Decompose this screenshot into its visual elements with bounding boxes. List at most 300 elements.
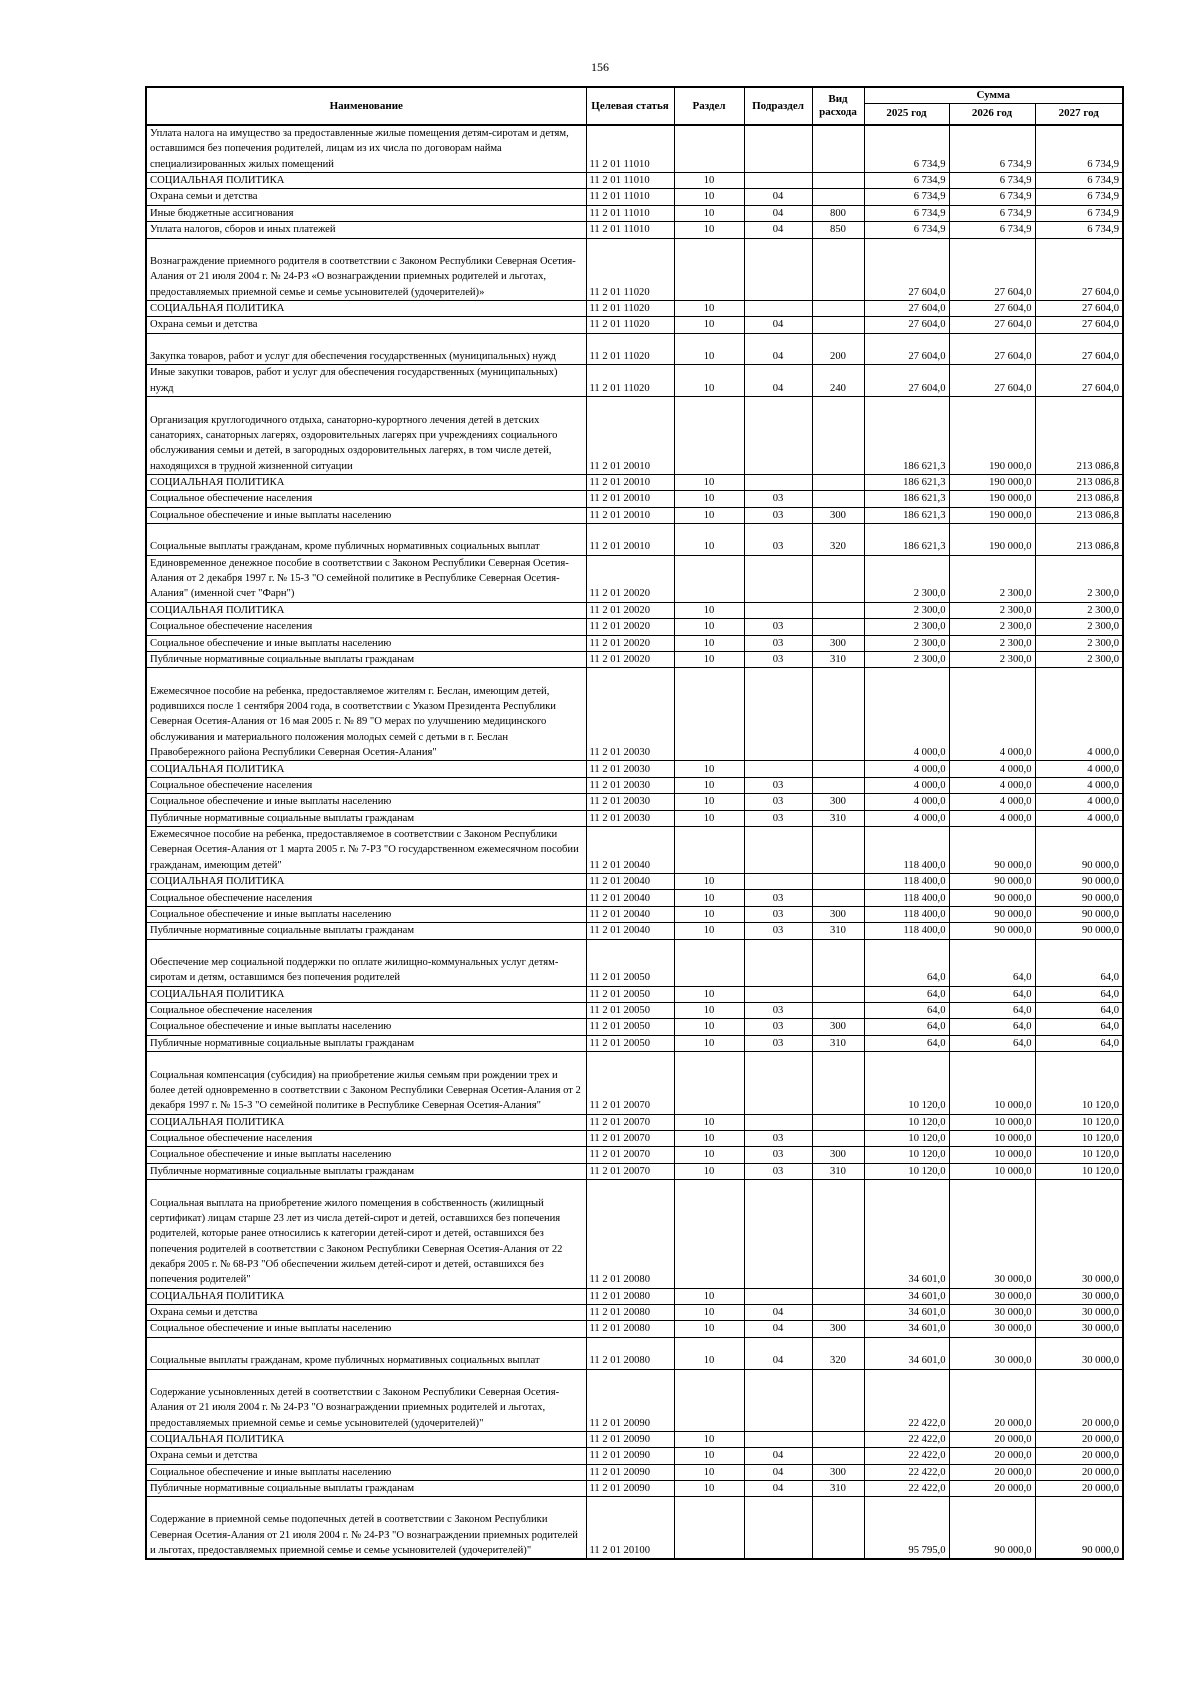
table-row [146,1464,1123,1480]
cell-2027: 6 734,9 [1035,222,1123,238]
cell-target-code: 11 2 01 20090 [586,1369,674,1431]
cell-expense-type [812,986,864,1002]
cell-expense-type: 310 [812,1481,864,1497]
cell-2025: 64,0 [864,939,949,986]
cell-name: Обеспечение мер социальной поддержки по оплате жилищно-коммунальных услуг детям-сиротам и детям, оставшимся без попечения родителей [146,939,586,986]
cell-2027: 20 000,0 [1035,1369,1123,1431]
cell-subsection: 03 [744,1035,812,1051]
cell-expense-type: 800 [812,205,864,221]
cell-name: Социальное обеспечение и иные выплаты населению [146,1321,586,1337]
table-row [146,1369,1123,1431]
cell-2025: 34 601,0 [864,1337,949,1369]
cell-subsection: 04 [744,1305,812,1321]
cell-2027: 27 604,0 [1035,365,1123,397]
cell-subsection: 03 [744,635,812,651]
cell-target-code: 11 2 01 20040 [586,874,674,890]
table-row [146,507,1123,523]
cell-2025: 6 734,9 [864,173,949,189]
header-2025: 2025 год [864,103,949,125]
cell-name: Социальное обеспечение и иные выплаты населению [146,1019,586,1035]
cell-subsection [744,555,812,602]
cell-target-code: 11 2 01 20070 [586,1163,674,1179]
cell-2026: 190 000,0 [949,491,1035,507]
cell-section: 10 [674,602,744,618]
cell-target-code: 11 2 01 11020 [586,238,674,300]
cell-2025: 4 000,0 [864,810,949,826]
cell-section: 10 [674,906,744,922]
cell-subsection [744,874,812,890]
cell-2026: 10 000,0 [949,1163,1035,1179]
cell-2027: 64,0 [1035,986,1123,1002]
cell-name: Содержание усыновленных детей в соответствии с Законом Республики Северная Осетия-Алания от 21 июля 2004 г. № 24-РЗ "О вознаграждении приемных родителей и льготах, предоставляемых приемной семье и семье усыновителей (удочерителей)" [146,1369,586,1431]
cell-name: СОЦИАЛЬНАЯ ПОЛИТИКА [146,474,586,490]
table-row [146,1448,1123,1464]
table-row [146,874,1123,890]
cell-2027: 213 086,8 [1035,507,1123,523]
cell-subsection: 04 [744,222,812,238]
cell-2025: 34 601,0 [864,1288,949,1304]
table-row [146,810,1123,826]
cell-target-code: 11 2 01 20030 [586,761,674,777]
cell-2027: 90 000,0 [1035,906,1123,922]
table-row [146,619,1123,635]
cell-2025: 27 604,0 [864,333,949,365]
table-row [146,555,1123,602]
cell-section: 10 [674,1163,744,1179]
table-row [146,652,1123,668]
cell-name: Социальное обеспечение населения [146,1003,586,1019]
cell-section [674,827,744,874]
cell-target-code: 11 2 01 20050 [586,1035,674,1051]
cell-2025: 34 601,0 [864,1305,949,1321]
cell-2027: 20 000,0 [1035,1481,1123,1497]
cell-section: 10 [674,652,744,668]
cell-target-code: 11 2 01 20090 [586,1464,674,1480]
cell-section [674,397,744,475]
cell-name: Охрана семьи и детства [146,1448,586,1464]
table-row [146,205,1123,221]
cell-subsection: 04 [744,1481,812,1497]
cell-expense-type [812,317,864,333]
cell-2026: 27 604,0 [949,317,1035,333]
table-row [146,173,1123,189]
cell-2026: 64,0 [949,1019,1035,1035]
cell-subsection: 04 [744,317,812,333]
cell-name: Социальная выплата на приобретение жилого помещения в собственность (жилищный сертификат) лицам старше 23 лет из числа детей-сирот и детей, оставшихся без попечения родителей, которые ранее относились к категории детей-сирот и детей, оставшихся без попечения родителей в соответствии с Законом Республики Северная Осетия-Алания от 22 декабря 2005 г. № 68-РЗ "Об обеспечении жильем детей-сирот и детей, оставшихся без попечения родителей" [146,1180,586,1289]
cell-section [674,238,744,300]
cell-name: СОЦИАЛЬНАЯ ПОЛИТИКА [146,1288,586,1304]
cell-section: 10 [674,923,744,939]
cell-subsection: 03 [744,1003,812,1019]
page-number: 156 [591,60,609,74]
table-row [146,333,1123,365]
cell-2027: 213 086,8 [1035,474,1123,490]
cell-target-code: 11 2 01 20020 [586,652,674,668]
cell-2025: 10 120,0 [864,1052,949,1114]
cell-target-code: 11 2 01 11010 [586,125,674,173]
cell-2025: 6 734,9 [864,125,949,173]
cell-subsection: 03 [744,906,812,922]
cell-target-code: 11 2 01 20050 [586,1003,674,1019]
cell-name: Социальное обеспечение населения [146,491,586,507]
cell-2026: 2 300,0 [949,602,1035,618]
cell-name: Охрана семьи и детства [146,1305,586,1321]
table-row [146,635,1123,651]
cell-target-code: 11 2 01 20040 [586,827,674,874]
cell-2025: 22 422,0 [864,1369,949,1431]
cell-target-code: 11 2 01 20030 [586,810,674,826]
cell-expense-type [812,555,864,602]
cell-section: 10 [674,874,744,890]
cell-target-code: 11 2 01 11010 [586,189,674,205]
cell-expense-type [812,474,864,490]
header-expense-type: Вид расхода [812,87,864,125]
cell-2027: 30 000,0 [1035,1321,1123,1337]
cell-section: 10 [674,794,744,810]
header-section: Раздел [674,87,744,125]
cell-target-code: 11 2 01 20070 [586,1147,674,1163]
cell-name: Содержание в приемной семье подопечных детей в соответствии с Законом Республики Северная Осетия-Алания от 21 июля 2004 г. № 24-РЗ "О вознаграждении приемных родителей и льготах, предоставляемых приемной семье и семье усыновителей (удочерителей)" [146,1497,586,1559]
cell-2026: 2 300,0 [949,652,1035,668]
cell-2026: 30 000,0 [949,1305,1035,1321]
cell-name: Иные закупки товаров, работ и услуг для обеспечения государственных (муниципальных) нужд [146,365,586,397]
cell-name: Публичные нормативные социальные выплаты гражданам [146,1163,586,1179]
cell-2026: 10 000,0 [949,1114,1035,1130]
cell-subsection [744,668,812,761]
cell-2026: 30 000,0 [949,1321,1035,1337]
cell-subsection [744,173,812,189]
cell-2025: 10 120,0 [864,1130,949,1146]
cell-target-code: 11 2 01 20020 [586,619,674,635]
cell-2025: 6 734,9 [864,222,949,238]
cell-2025: 2 300,0 [864,602,949,618]
cell-2025: 118 400,0 [864,827,949,874]
cell-expense-type [812,890,864,906]
header-2027: 2027 год [1035,103,1123,125]
cell-2027: 4 000,0 [1035,668,1123,761]
cell-2025: 27 604,0 [864,365,949,397]
cell-subsection: 04 [744,1337,812,1369]
cell-2026: 64,0 [949,986,1035,1002]
header-2026: 2026 год [949,103,1035,125]
cell-expense-type: 300 [812,1019,864,1035]
cell-2027: 64,0 [1035,1035,1123,1051]
cell-target-code: 11 2 01 20010 [586,507,674,523]
cell-subsection: 03 [744,524,812,556]
cell-section: 10 [674,1464,744,1480]
cell-2027: 6 734,9 [1035,125,1123,173]
table-row [146,365,1123,397]
cell-target-code: 11 2 01 20070 [586,1130,674,1146]
cell-2025: 186 621,3 [864,524,949,556]
cell-2026: 27 604,0 [949,333,1035,365]
cell-2027: 10 120,0 [1035,1114,1123,1130]
cell-2026: 10 000,0 [949,1147,1035,1163]
table-row [146,524,1123,556]
cell-section: 10 [674,507,744,523]
cell-subsection: 04 [744,365,812,397]
cell-2025: 64,0 [864,986,949,1002]
table-row [146,1481,1123,1497]
cell-2026: 4 000,0 [949,777,1035,793]
cell-name: Уплата налога на имущество за предоставленные жилые помещения детям-сиротам и детям, оставшимся без попечения родителей, лицам из их числа по договорам найма специализированных жилых помещений [146,125,586,173]
cell-expense-type: 310 [812,923,864,939]
cell-subsection [744,602,812,618]
table-row [146,1130,1123,1146]
cell-name: Публичные нормативные социальные выплаты гражданам [146,1481,586,1497]
cell-expense-type: 310 [812,810,864,826]
cell-2026: 4 000,0 [949,794,1035,810]
table-row [146,189,1123,205]
cell-name: Публичные нормативные социальные выплаты гражданам [146,652,586,668]
table-row [146,923,1123,939]
cell-subsection: 03 [744,1147,812,1163]
cell-target-code: 11 2 01 20020 [586,555,674,602]
cell-expense-type [812,238,864,300]
cell-expense-type [812,189,864,205]
cell-2025: 4 000,0 [864,761,949,777]
cell-subsection: 03 [744,652,812,668]
cell-subsection: 03 [744,810,812,826]
table-row [146,1003,1123,1019]
cell-expense-type [812,1003,864,1019]
cell-expense-type: 310 [812,652,864,668]
cell-section: 10 [674,1481,744,1497]
cell-expense-type [812,1369,864,1431]
cell-name: Социальные выплаты гражданам, кроме публичных нормативных социальных выплат [146,524,586,556]
cell-2027: 4 000,0 [1035,761,1123,777]
cell-2026: 4 000,0 [949,810,1035,826]
cell-section [674,1052,744,1114]
cell-subsection [744,397,812,475]
cell-subsection [744,125,812,173]
cell-section: 10 [674,619,744,635]
cell-2025: 64,0 [864,1003,949,1019]
cell-target-code: 11 2 01 20070 [586,1114,674,1130]
cell-target-code: 11 2 01 20050 [586,1019,674,1035]
cell-subsection: 04 [744,189,812,205]
cell-name: Социальное обеспечение и иные выплаты населению [146,906,586,922]
cell-section: 10 [674,1305,744,1321]
cell-2026: 6 734,9 [949,222,1035,238]
cell-name: СОЦИАЛЬНАЯ ПОЛИТИКА [146,300,586,316]
table-body [146,125,1123,1559]
cell-subsection: 03 [744,1163,812,1179]
cell-2025: 22 422,0 [864,1464,949,1480]
cell-2027: 64,0 [1035,1019,1123,1035]
header-subsection: Подраздел [744,87,812,125]
cell-2027: 90 000,0 [1035,874,1123,890]
cell-target-code: 11 2 01 20050 [586,939,674,986]
cell-expense-type [812,874,864,890]
cell-target-code: 11 2 01 11020 [586,333,674,365]
cell-name: СОЦИАЛЬНАЯ ПОЛИТИКА [146,602,586,618]
cell-2025: 4 000,0 [864,794,949,810]
table-row [146,1497,1123,1559]
cell-2026: 90 000,0 [949,874,1035,890]
cell-expense-type [812,1180,864,1289]
cell-2026: 20 000,0 [949,1448,1035,1464]
cell-name: Социальное обеспечение населения [146,1130,586,1146]
cell-subsection: 03 [744,507,812,523]
cell-2027: 64,0 [1035,939,1123,986]
cell-section: 10 [674,1147,744,1163]
cell-section: 10 [674,300,744,316]
cell-2025: 10 120,0 [864,1147,949,1163]
cell-expense-type [812,1431,864,1447]
table-row [146,300,1123,316]
cell-2026: 30 000,0 [949,1337,1035,1369]
cell-2027: 27 604,0 [1035,300,1123,316]
cell-2026: 6 734,9 [949,125,1035,173]
cell-subsection [744,986,812,1002]
table-row [146,1114,1123,1130]
cell-subsection [744,238,812,300]
cell-section: 10 [674,1431,744,1447]
cell-section: 10 [674,890,744,906]
cell-2025: 10 120,0 [864,1163,949,1179]
cell-2027: 2 300,0 [1035,555,1123,602]
cell-2026: 90 000,0 [949,906,1035,922]
cell-subsection [744,1288,812,1304]
cell-2025: 4 000,0 [864,777,949,793]
table-row [146,1052,1123,1114]
cell-2027: 27 604,0 [1035,333,1123,365]
cell-target-code: 11 2 01 11020 [586,317,674,333]
cell-2025: 22 422,0 [864,1448,949,1464]
table-row [146,125,1123,173]
cell-subsection: 03 [744,890,812,906]
cell-section: 10 [674,635,744,651]
cell-expense-type [812,1288,864,1304]
cell-2025: 118 400,0 [864,923,949,939]
cell-section: 10 [674,365,744,397]
cell-2026: 30 000,0 [949,1180,1035,1289]
cell-2025: 10 120,0 [864,1114,949,1130]
cell-expense-type: 300 [812,1147,864,1163]
cell-subsection: 04 [744,1464,812,1480]
cell-target-code: 11 2 01 20050 [586,986,674,1002]
cell-expense-type: 300 [812,507,864,523]
table-row [146,794,1123,810]
table-header [146,87,1123,125]
cell-expense-type [812,125,864,173]
cell-2026: 27 604,0 [949,300,1035,316]
cell-2027: 6 734,9 [1035,189,1123,205]
cell-expense-type [812,777,864,793]
cell-2026: 4 000,0 [949,668,1035,761]
table-row [146,1163,1123,1179]
cell-2026: 4 000,0 [949,761,1035,777]
cell-2025: 186 621,3 [864,397,949,475]
cell-target-code: 11 2 01 20020 [586,635,674,651]
cell-section: 10 [674,761,744,777]
cell-target-code: 11 2 01 11010 [586,173,674,189]
cell-2025: 118 400,0 [864,874,949,890]
cell-2026: 20 000,0 [949,1464,1035,1480]
cell-name: Вознаграждение приемного родителя в соответствии с Законом Республики Северная Осетия-Алания от 21 июля 2004 г. № 24-РЗ «О вознаграждении приемных родителей и льготах, предоставляемых приемной семье и семье усыновителей (удочерителей)» [146,238,586,300]
cell-2025: 6 734,9 [864,205,949,221]
cell-expense-type [812,1305,864,1321]
cell-2025: 2 300,0 [864,619,949,635]
cell-section: 10 [674,189,744,205]
cell-section [674,1497,744,1559]
cell-name: Закупка товаров, работ и услуг для обеспечения государственных (муниципальных) нужд [146,333,586,365]
cell-2026: 27 604,0 [949,238,1035,300]
cell-2027: 20 000,0 [1035,1464,1123,1480]
cell-2027: 90 000,0 [1035,1497,1123,1559]
table-row [146,1337,1123,1369]
cell-2026: 90 000,0 [949,827,1035,874]
cell-2025: 34 601,0 [864,1180,949,1289]
cell-section: 10 [674,986,744,1002]
cell-expense-type: 200 [812,333,864,365]
table-row [146,474,1123,490]
cell-2025: 186 621,3 [864,507,949,523]
cell-subsection: 04 [744,1448,812,1464]
cell-2027: 2 300,0 [1035,619,1123,635]
cell-name: Охрана семьи и детства [146,189,586,205]
cell-2027: 27 604,0 [1035,317,1123,333]
cell-2025: 2 300,0 [864,652,949,668]
cell-2027: 64,0 [1035,1003,1123,1019]
cell-target-code: 11 2 01 20070 [586,1052,674,1114]
table-row [146,238,1123,300]
cell-target-code: 11 2 01 11010 [586,205,674,221]
table-row [146,491,1123,507]
cell-2026: 6 734,9 [949,189,1035,205]
cell-name: Социальная компенсация (субсидия) на приобретение жилья семьям при рождении трех и более детей одновременно в соответствии с Законом Республики Северная Осетия-Алания от 2 декабря 1997 г. № 15-З "О семейной политике в Республике Северная Осетия-Алания" [146,1052,586,1114]
cell-name: СОЦИАЛЬНАЯ ПОЛИТИКА [146,1431,586,1447]
cell-name: СОЦИАЛЬНАЯ ПОЛИТИКА [146,173,586,189]
cell-2025: 27 604,0 [864,300,949,316]
cell-section: 10 [674,205,744,221]
cell-subsection [744,1180,812,1289]
cell-2027: 213 086,8 [1035,397,1123,475]
cell-subsection [744,1114,812,1130]
cell-subsection [744,939,812,986]
cell-2026: 30 000,0 [949,1288,1035,1304]
table-row [146,1180,1123,1289]
cell-subsection: 03 [744,777,812,793]
cell-subsection: 03 [744,794,812,810]
cell-name: СОЦИАЛЬНАЯ ПОЛИТИКА [146,874,586,890]
table-row [146,890,1123,906]
cell-subsection: 03 [744,1130,812,1146]
cell-target-code: 11 2 01 20080 [586,1288,674,1304]
cell-2026: 190 000,0 [949,474,1035,490]
cell-2026: 2 300,0 [949,619,1035,635]
cell-2027: 30 000,0 [1035,1288,1123,1304]
cell-section: 10 [674,1019,744,1035]
cell-subsection: 03 [744,1019,812,1035]
table-row [146,777,1123,793]
cell-2027: 4 000,0 [1035,794,1123,810]
cell-2027: 213 086,8 [1035,491,1123,507]
cell-subsection [744,827,812,874]
cell-expense-type [812,491,864,507]
cell-name: Социальные выплаты гражданам, кроме публичных нормативных социальных выплат [146,1337,586,1369]
cell-subsection: 04 [744,205,812,221]
cell-2025: 2 300,0 [864,555,949,602]
cell-subsection: 04 [744,333,812,365]
cell-section: 10 [674,1337,744,1369]
cell-target-code: 11 2 01 20030 [586,777,674,793]
cell-target-code: 11 2 01 20100 [586,1497,674,1559]
cell-2026: 190 000,0 [949,397,1035,475]
cell-expense-type: 300 [812,906,864,922]
budget-table [145,86,1124,1560]
